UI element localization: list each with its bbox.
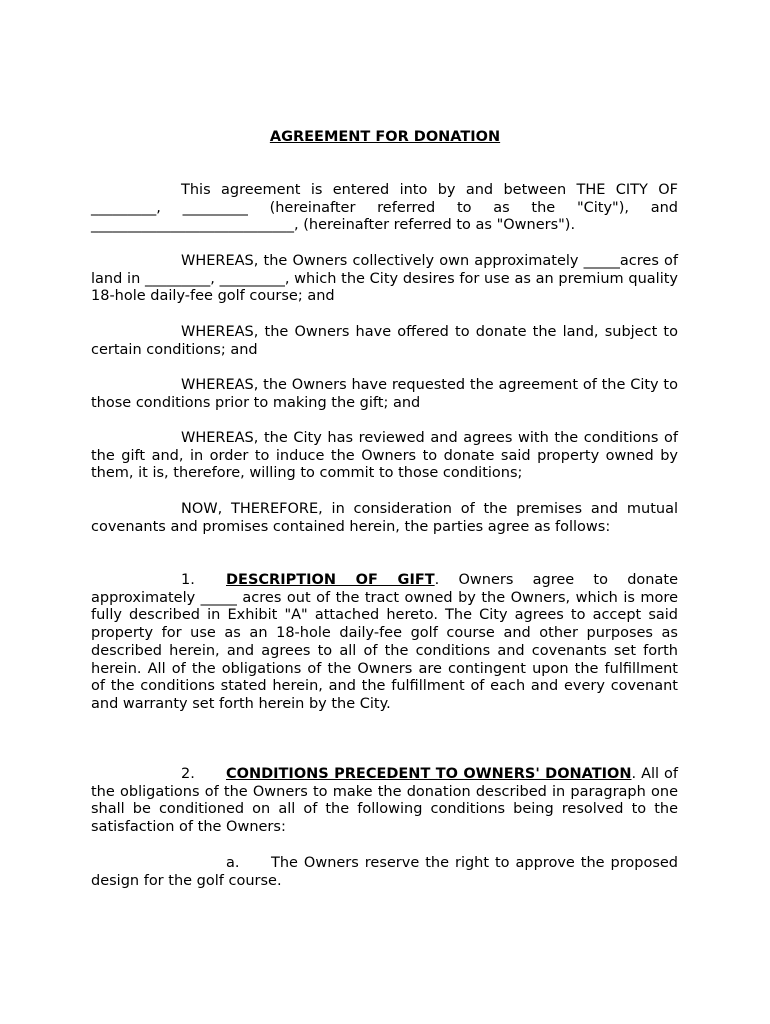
- section-1-number: 1.: [181, 572, 195, 588]
- section-2-heading: CONDITIONS PRECEDENT TO OWNERS' DONATION: [226, 766, 632, 782]
- whereas-paragraph-1: WHEREAS, the Owners collectively own approximately _____acres of land in _________, _________, which the City desires for use as an premium quality 18-hole daily-fee golf course; and: [91, 253, 678, 305]
- section-1-heading: DESCRIPTION OF GIFT: [226, 572, 435, 588]
- whereas-paragraph-2: WHEREAS, the Owners have offered to donate the land, subject to certain conditions; and: [91, 324, 678, 358]
- section-2-number: 2.: [181, 766, 195, 782]
- section-2-heading-punct: .: [631, 766, 637, 782]
- whereas-paragraph-4: WHEREAS, the City has reviewed and agrees with the conditions of the gift and, in order to induce the Owners to donate said property owned by them, it is, therefore, willing to commit to those conditions;: [91, 430, 678, 482]
- intro-paragraph: This agreement is entered into by and between THE CITY OF _________, _________ (hereinafter referred to as the "City"), and ____________________________, (hereinafter referred to as "Owners").: [91, 182, 678, 234]
- subsection-a-paragraph: [91, 855, 678, 890]
- section-1-paragraph: [91, 572, 678, 714]
- section-2-paragraph: [91, 766, 678, 837]
- whereas-paragraph-3: WHEREAS, the Owners have requested the agreement of the City to those conditions prior to making the gift; and: [91, 377, 678, 411]
- section-1-text: Owners agree to donate approximately _____ acres out of the tract owned by the Owners, which is more fully described in Exhibit "A" attached hereto. The City agrees to accept said property for use as an 18-hole daily-fee golf course and other purposes as described herein, and agrees to all of the conditions and covenants set forth herein. All of the obligations of the Owners are contingent upon the fulfillment of the conditions stated herein, and the fulfillment of each and every covenant and warranty set forth herein by the City.: [91, 572, 678, 712]
- section-2-text: All of the obligations of the Owners to make the donation described in paragraph one shall be conditioned on all of the following conditions being resolved to the satisfaction of the Owners:: [91, 766, 678, 836]
- subsection-a-text: The Owners reserve the right to approve the proposed design for the golf course.: [91, 855, 678, 889]
- section-1-heading-punct: .: [434, 572, 440, 588]
- now-therefore-paragraph: NOW, THEREFORE, in consideration of the premises and mutual covenants and promises contained herein, the parties agree as follows:: [91, 501, 678, 535]
- subsection-a-label: a.: [226, 855, 240, 871]
- document-title: AGREEMENT FOR DONATION: [269, 129, 501, 145]
